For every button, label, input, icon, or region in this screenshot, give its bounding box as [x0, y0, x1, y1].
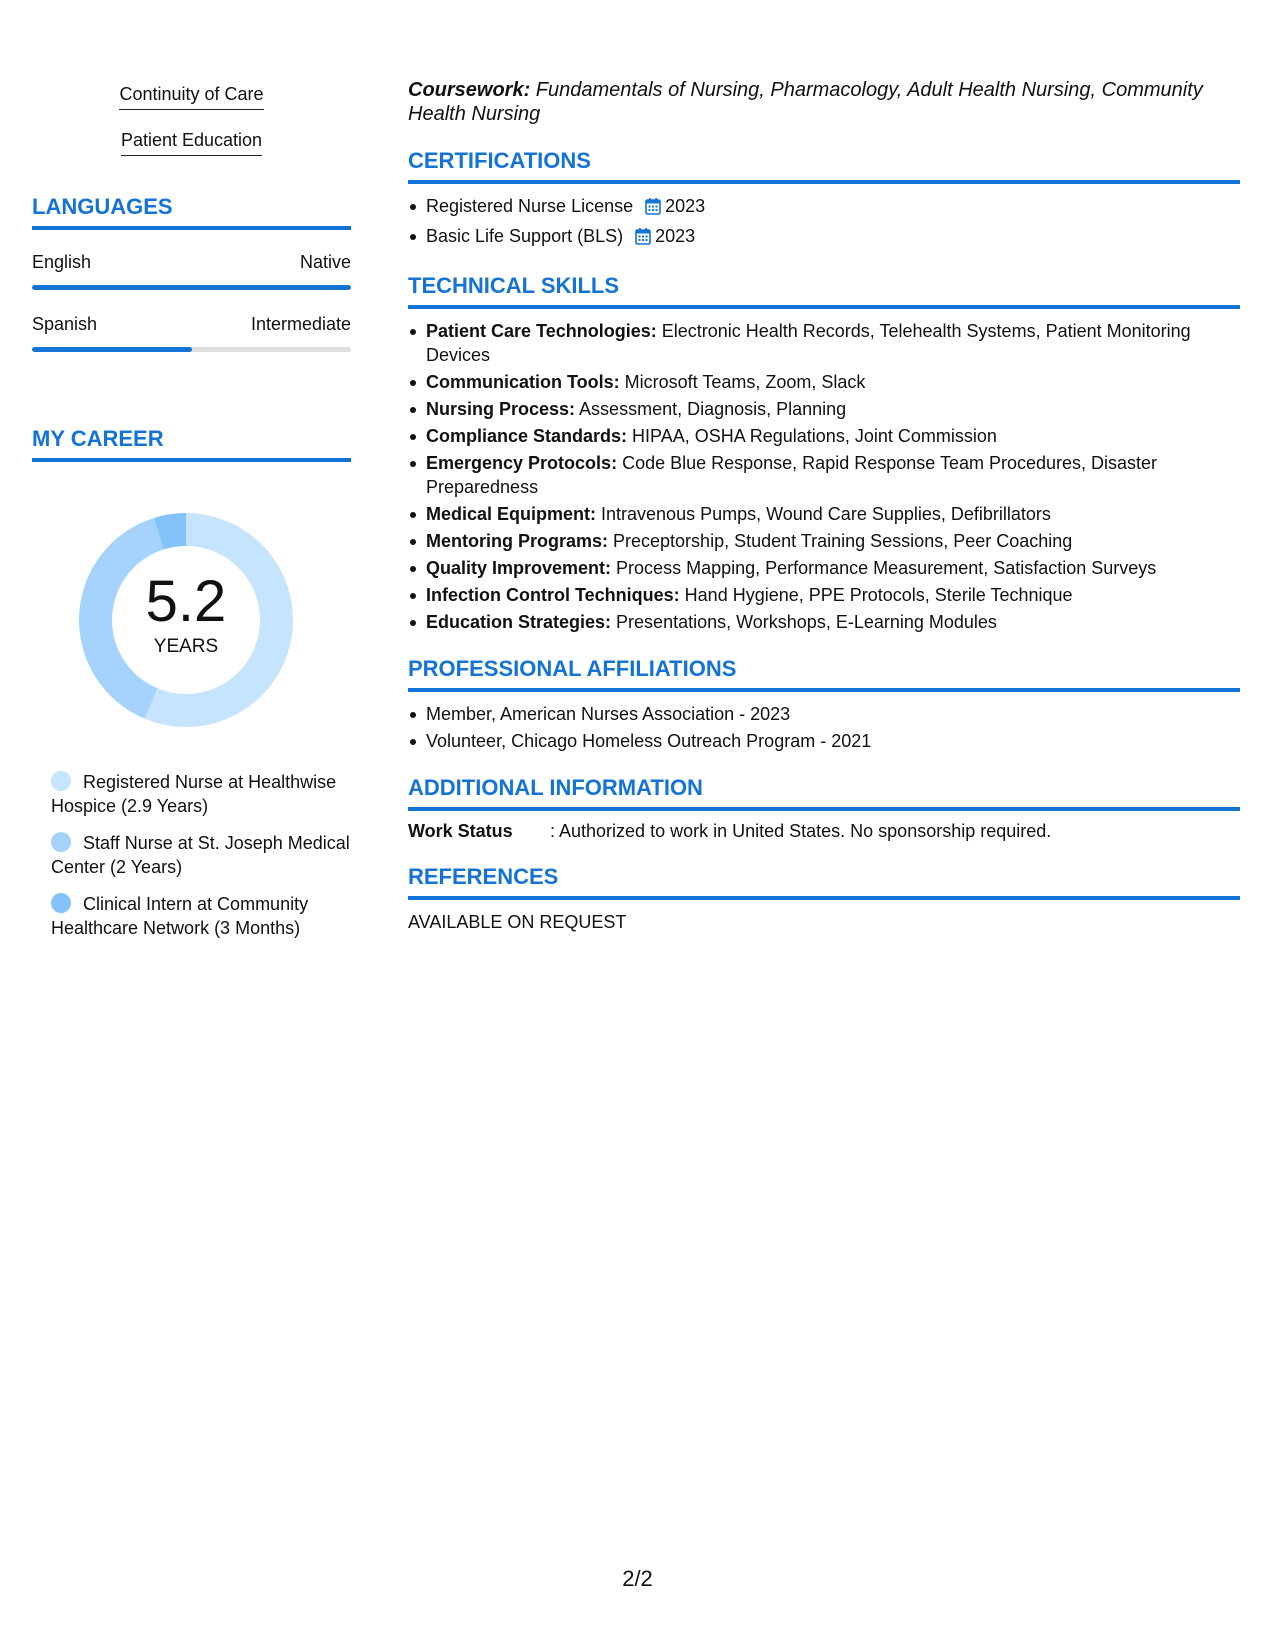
- affiliations-list: [408, 702, 1240, 753]
- certification-year: 2023: [665, 196, 706, 216]
- certifications-heading: CERTIFICATIONS: [408, 148, 1240, 184]
- languages-heading: LANGUAGES: [32, 194, 351, 230]
- skill-values: Presentations, Workshops, E-Learning Modules: [611, 612, 997, 632]
- skill-category: Patient Care Technologies:: [426, 321, 657, 341]
- certification-item: [426, 224, 1240, 251]
- skill-values: Process Mapping, Performance Measurement, Satisfaction Surveys: [611, 558, 1157, 578]
- technical-skill-item: [426, 319, 1240, 367]
- work-status-row: [408, 821, 1240, 842]
- left-column: [32, 84, 351, 953]
- calendar-icon: [635, 227, 651, 251]
- certification-name: Basic Life Support (BLS): [426, 226, 624, 246]
- technical-skill-item: [426, 529, 1240, 553]
- skill-values: Electronic Health Records, Telehealth Systems, Patient Monitoring Devices: [426, 321, 1191, 365]
- language-row: [32, 252, 351, 273]
- skill-category: Communication Tools:: [426, 372, 620, 392]
- skill-category: Education Strategies:: [426, 612, 612, 632]
- skill-category: Mentoring Programs:: [426, 531, 609, 551]
- language-name: English: [32, 252, 92, 272]
- language-name: Spanish: [32, 314, 98, 334]
- career-legend-label: Staff Nurse at St. Joseph Medical Center (2 Years): [51, 833, 350, 877]
- career-legend-label: Registered Nurse at Healthwise Hospice (2.9 Years): [51, 772, 337, 816]
- skill-label: Patient Education: [121, 130, 262, 156]
- technical-skills-heading: TECHNICAL SKILLS: [408, 273, 1240, 309]
- skill-category: Compliance Standards:: [426, 426, 628, 446]
- work-status-label: Work Status: [408, 821, 513, 841]
- affiliation-item: Member, American Nurses Association - 2023: [426, 702, 1240, 726]
- skill-values: Hand Hygiene, PPE Protocols, Sterile Technique: [679, 585, 1073, 605]
- work-status-value: : Authorized to work in United States. No sponsorship required.: [550, 821, 1052, 841]
- coursework-label: Coursework:: [408, 79, 531, 101]
- page-number: 2/2: [622, 1566, 653, 1591]
- technical-skill-item: [426, 556, 1240, 580]
- technical-skill-item: [426, 451, 1240, 499]
- language-level-bar: [32, 285, 351, 290]
- language-level-fill: [32, 285, 351, 290]
- coursework-text: Fundamentals of Nursing, Pharmacology, Adult Health Nursing, Community Health Nursing: [408, 79, 1203, 125]
- skill-values: Microsoft Teams, Zoom, Slack: [619, 372, 866, 392]
- career-legend-label: Clinical Intern at Community Healthcare Network (3 Months): [51, 894, 309, 938]
- right-column: [408, 78, 1240, 933]
- technical-skill-item: [426, 424, 1240, 448]
- certification-item: [426, 194, 1240, 221]
- references-heading: REFERENCES: [408, 864, 1240, 900]
- technical-skill-item: [426, 370, 1240, 394]
- calendar-icon: [645, 197, 661, 221]
- coursework: [408, 78, 1240, 126]
- legend-dot: [51, 832, 71, 852]
- technical-skill-item: [426, 397, 1240, 421]
- skill-category: Infection Control Techniques:: [426, 585, 680, 605]
- career-legend-item: [51, 892, 351, 940]
- technical-skill-item: [426, 610, 1240, 634]
- career-legend-item: [51, 831, 351, 879]
- legend-dot: [51, 893, 71, 913]
- skill-category: Quality Improvement:: [426, 558, 612, 578]
- skill-values: Assessment, Diagnosis, Planning: [575, 399, 847, 419]
- language-level-bar: [32, 347, 351, 352]
- career-heading: MY CAREER: [32, 426, 351, 462]
- skill-label: Continuity of Care: [119, 84, 263, 110]
- language-level-fill: [32, 347, 192, 352]
- additional-info-heading: ADDITIONAL INFORMATION: [408, 775, 1240, 811]
- references-text: AVAILABLE ON REQUEST: [408, 912, 627, 932]
- language-level: Native: [299, 252, 351, 272]
- career-total-value: 5.2: [145, 569, 227, 634]
- skill-values: Preceptorship, Student Training Sessions, Peer Coaching: [608, 531, 1073, 551]
- career-donut-chart: [66, 500, 306, 740]
- certification-year: 2023: [655, 226, 696, 246]
- skill-item: [32, 130, 351, 156]
- affiliation-item: Volunteer, Chicago Homeless Outreach Program - 2021: [426, 729, 1240, 753]
- skill-values: Intravenous Pumps, Wound Care Supplies, Defibrillators: [596, 504, 1051, 524]
- career-total: [66, 569, 306, 658]
- skill-item: [32, 84, 351, 110]
- certifications-list: [408, 194, 1240, 251]
- skill-values: HIPAA, OSHA Regulations, Joint Commission: [627, 426, 997, 446]
- skill-category: Nursing Process:: [426, 399, 576, 419]
- skill-values: Code Blue Response, Rapid Response Team Procedures, Disaster Preparedness: [426, 453, 1158, 497]
- career-legend: [32, 770, 351, 940]
- technical-skill-item: [426, 583, 1240, 607]
- technical-skills-list: [408, 319, 1240, 634]
- legend-dot: [51, 771, 71, 791]
- technical-skill-item: [426, 502, 1240, 526]
- certification-name: Registered Nurse License: [426, 196, 634, 216]
- language-row: [32, 314, 351, 335]
- skill-category: Medical Equipment:: [426, 504, 597, 524]
- affiliations-heading: PROFESSIONAL AFFILIATIONS: [408, 656, 1240, 692]
- career-legend-item: [51, 770, 351, 818]
- career-total-unit: YEARS: [153, 636, 219, 657]
- language-level: Intermediate: [250, 314, 351, 334]
- skill-category: Emergency Protocols:: [426, 453, 618, 473]
